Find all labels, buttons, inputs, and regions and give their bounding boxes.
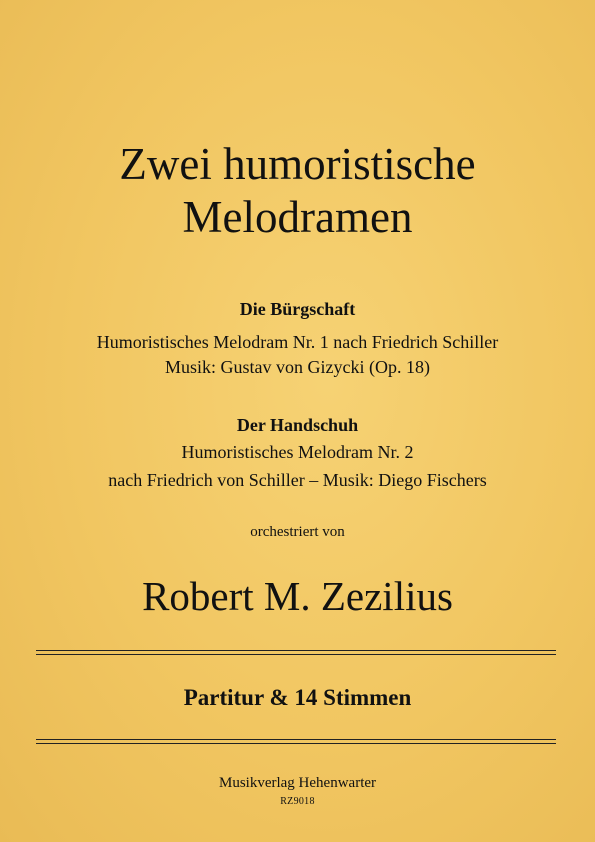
arranger-name: Robert M. Zezilius bbox=[142, 573, 453, 619]
work-2-description: Humoristisches Melodram Nr. 2 bbox=[181, 442, 414, 462]
work-1-description: Humoristisches Melodram Nr. 1 nach Friedrich Schiller bbox=[96, 332, 499, 352]
main-title-line-2: Melodramen bbox=[182, 192, 413, 242]
work-2-title: Der Handschuh bbox=[236, 415, 359, 435]
work-1-composer: Musik: Gustav von Gizycki (Op. 18) bbox=[165, 357, 430, 377]
publisher-name: Musikverlag Hehenwarter bbox=[218, 775, 377, 791]
divider-bottom bbox=[36, 739, 556, 744]
work-1-title: Die Bürgschaft bbox=[239, 299, 356, 319]
work-2-composer: nach Friedrich von Schiller – Musik: Diego Fischers bbox=[108, 470, 487, 490]
main-title-line-1: Zwei humoristische bbox=[119, 139, 476, 189]
catalog-number: RZ9018 bbox=[280, 796, 315, 807]
main-title bbox=[0, 138, 595, 244]
edition-label: Partitur & 14 Stimmen bbox=[183, 685, 412, 710]
arranger-intro: orchestriert von bbox=[250, 524, 345, 540]
divider-top bbox=[36, 650, 556, 655]
